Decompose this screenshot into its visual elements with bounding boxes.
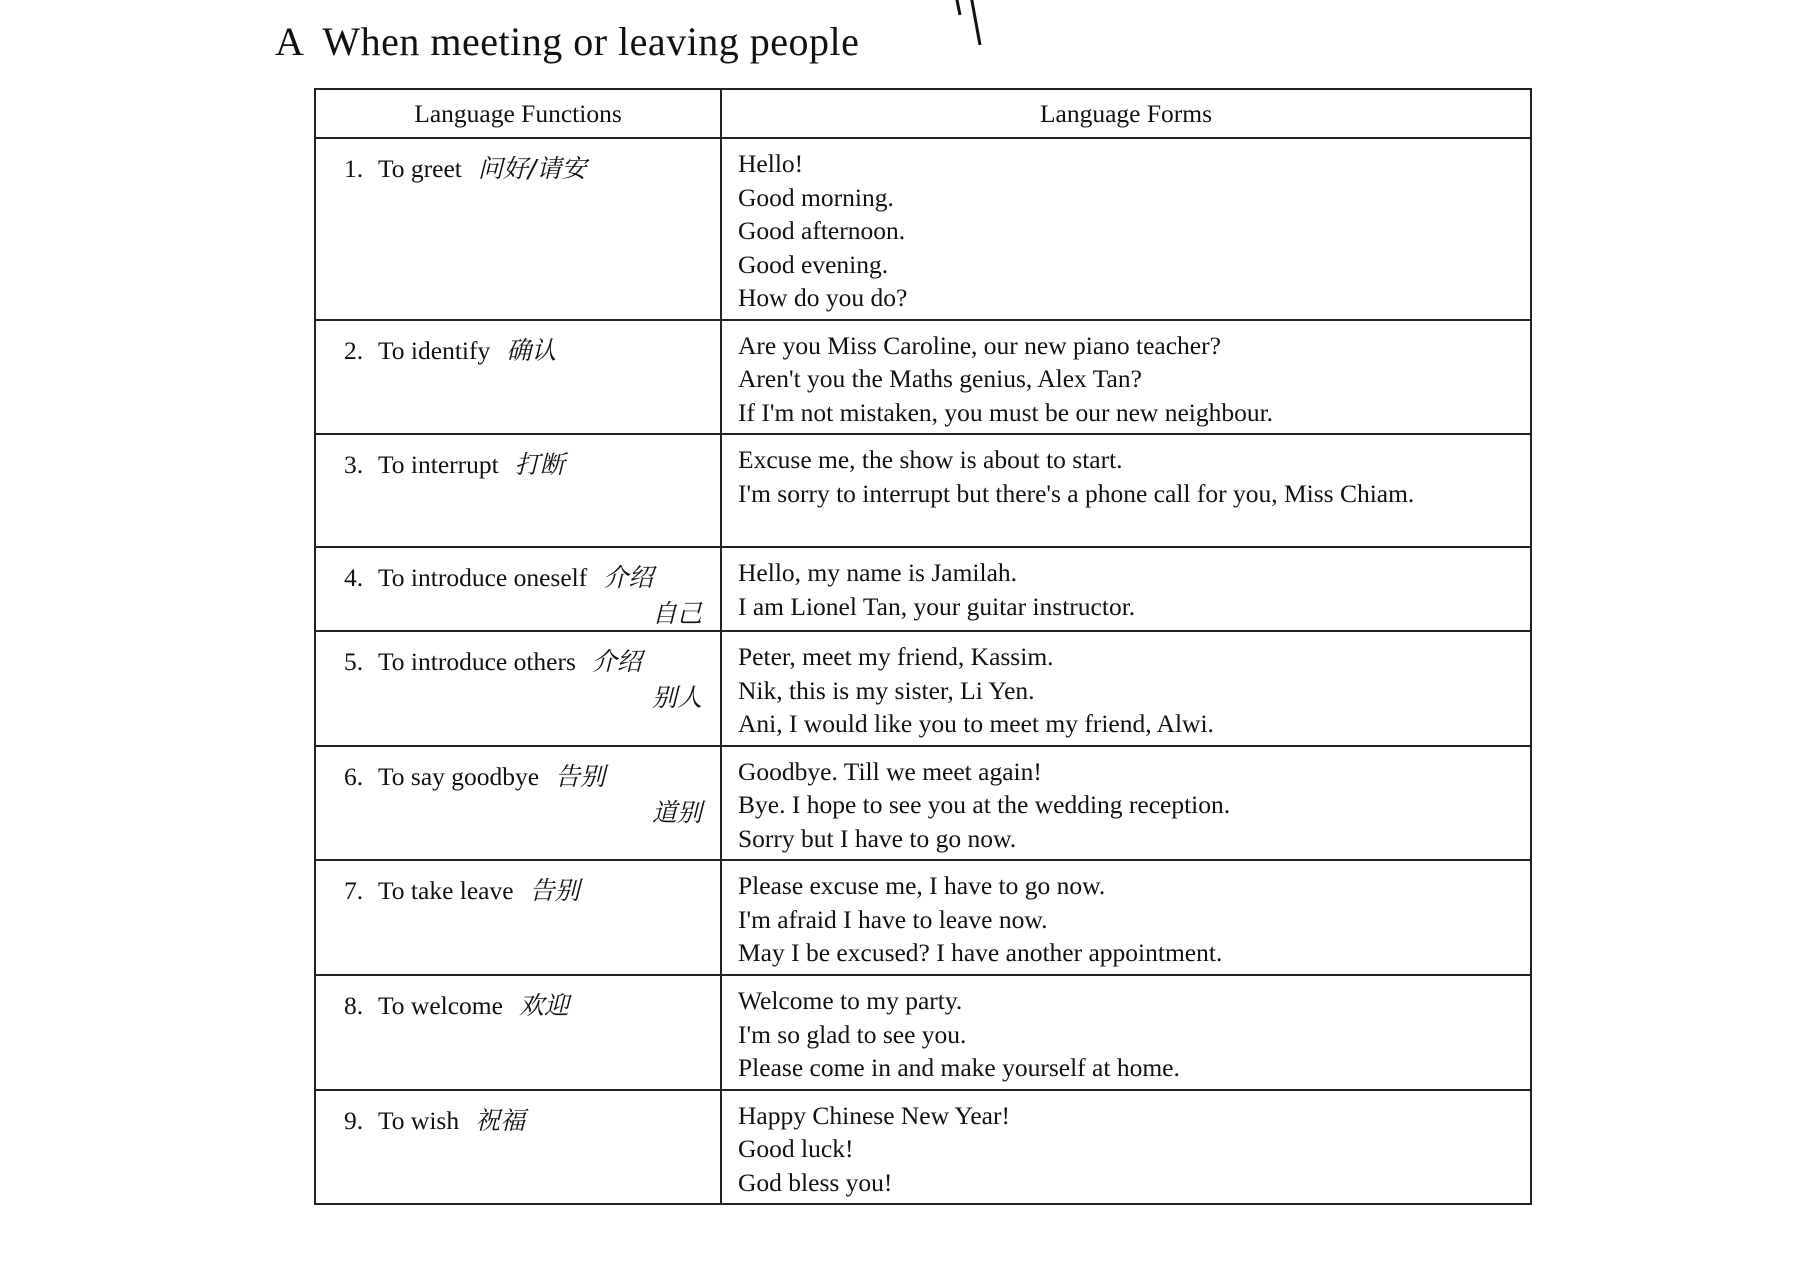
handwritten-note: 告别 bbox=[529, 876, 580, 905]
row-number: 6. bbox=[344, 761, 364, 791]
form-example: Welcome to my party. bbox=[738, 986, 963, 1015]
function-label: To wish bbox=[378, 1105, 460, 1135]
language-forms bbox=[722, 321, 1530, 434]
table-row bbox=[315, 631, 1531, 746]
form-example: Sorry but I have to go now. bbox=[738, 823, 1017, 853]
language-forms bbox=[722, 548, 1530, 627]
form-example: Are you Miss Caroline, our new piano teacher? bbox=[738, 330, 1221, 360]
handwritten-note: 介绍 bbox=[591, 647, 642, 676]
language-forms bbox=[722, 1091, 1530, 1204]
form-example: Good afternoon. bbox=[738, 216, 906, 245]
function-label: To introduce oneself bbox=[378, 563, 588, 592]
row-number: 2. bbox=[344, 335, 364, 365]
form-example: Peter, meet my friend, Kassim. bbox=[738, 642, 1054, 671]
language-function bbox=[316, 1091, 720, 1137]
table-row bbox=[315, 320, 1531, 435]
language-function bbox=[316, 861, 720, 907]
handwritten-note-2: 道别 bbox=[651, 797, 702, 827]
language-forms bbox=[722, 861, 1530, 974]
table-header-row bbox=[315, 89, 1531, 138]
handwritten-mark bbox=[950, 0, 990, 50]
language-function bbox=[316, 976, 720, 1022]
function-label: To introduce others bbox=[378, 647, 576, 676]
form-example: Bye. I hope to see you at the wedding reception. bbox=[738, 790, 1231, 819]
form-example: I am Lionel Tan, your guitar instructor. bbox=[738, 591, 1136, 621]
handwritten-note: 打断 bbox=[514, 450, 565, 479]
header-language-forms: Language Forms bbox=[721, 89, 1531, 138]
table-row bbox=[315, 547, 1531, 631]
form-example: Please excuse me, I have to go now. bbox=[738, 871, 1106, 900]
language-forms bbox=[722, 747, 1530, 860]
row-number: 4. bbox=[344, 563, 364, 592]
language-forms bbox=[722, 435, 1530, 514]
language-function bbox=[316, 747, 720, 829]
handwritten-note: 祝福 bbox=[475, 1105, 526, 1135]
row-number: 7. bbox=[344, 876, 364, 905]
row-number: 9. bbox=[344, 1105, 364, 1135]
form-example: God bless you! bbox=[738, 1167, 893, 1197]
language-function bbox=[316, 139, 720, 185]
language-function bbox=[316, 548, 720, 630]
form-example: Nik, this is my sister, Li Yen. bbox=[738, 675, 1035, 705]
handwritten-note-2: 自己 bbox=[651, 599, 702, 628]
section-title: When meeting or leaving people bbox=[322, 19, 860, 64]
row-number: 1. bbox=[344, 154, 364, 183]
handwritten-note: 问好/请安 bbox=[477, 154, 587, 183]
form-example: Happy Chinese New Year! bbox=[738, 1100, 1010, 1130]
form-example: I'm sorry to interrupt but there's a phone call for you, Miss Chiam. bbox=[738, 478, 1415, 508]
form-example: Hello! bbox=[738, 149, 804, 178]
function-label: To greet bbox=[378, 154, 462, 183]
handwritten-note: 确认 bbox=[506, 335, 557, 365]
form-example: Good morning. bbox=[738, 182, 894, 212]
header-language-functions: Language Functions bbox=[315, 89, 721, 138]
row-number: 3. bbox=[344, 450, 364, 479]
handwritten-note: 告别 bbox=[555, 761, 606, 791]
handwritten-note-2: 别人 bbox=[651, 683, 702, 712]
row-number: 5. bbox=[344, 647, 364, 676]
form-example: Good evening. bbox=[738, 249, 889, 279]
form-example: Ani, I would like you to meet my friend, Alwi. bbox=[738, 709, 1214, 738]
table-row bbox=[315, 138, 1531, 320]
form-example: If I'm not mistaken, you must be our new neighbour. bbox=[738, 397, 1274, 427]
language-function bbox=[316, 435, 720, 481]
section-heading bbox=[275, 18, 859, 65]
section-letter: A bbox=[275, 19, 305, 64]
table-row bbox=[315, 860, 1531, 975]
form-example: Goodbye. Till we meet again! bbox=[738, 756, 1042, 786]
function-label: To take leave bbox=[378, 876, 514, 905]
function-label: To interrupt bbox=[378, 450, 499, 479]
language-forms bbox=[722, 976, 1530, 1089]
form-example: Excuse me, the show is about to start. bbox=[738, 445, 1123, 474]
language-table bbox=[314, 88, 1532, 1205]
function-label: To identify bbox=[378, 335, 491, 365]
function-label: To welcome bbox=[378, 991, 503, 1020]
form-example: How do you do? bbox=[738, 283, 908, 312]
form-example: Please come in and make yourself at home. bbox=[738, 1053, 1180, 1082]
language-forms bbox=[722, 632, 1530, 745]
table-row bbox=[315, 746, 1531, 861]
form-example: Good luck! bbox=[738, 1134, 854, 1163]
function-label: To say goodbye bbox=[378, 761, 540, 791]
handwritten-note: 介绍 bbox=[603, 563, 654, 592]
form-example: Hello, my name is Jamilah. bbox=[738, 558, 1018, 587]
language-function bbox=[316, 321, 720, 367]
form-example: I'm afraid I have to leave now. bbox=[738, 904, 1048, 934]
table-row bbox=[315, 975, 1531, 1090]
language-function bbox=[316, 632, 720, 714]
form-example: Aren't you the Maths genius, Alex Tan? bbox=[738, 364, 1142, 393]
form-example: I'm so glad to see you. bbox=[738, 1019, 967, 1049]
language-forms bbox=[722, 139, 1530, 319]
table-row bbox=[315, 434, 1531, 547]
row-number: 8. bbox=[344, 991, 364, 1020]
form-example: May I be excused? I have another appointment. bbox=[738, 938, 1223, 967]
handwritten-note: 欢迎 bbox=[518, 991, 569, 1020]
table-row bbox=[315, 1090, 1531, 1205]
